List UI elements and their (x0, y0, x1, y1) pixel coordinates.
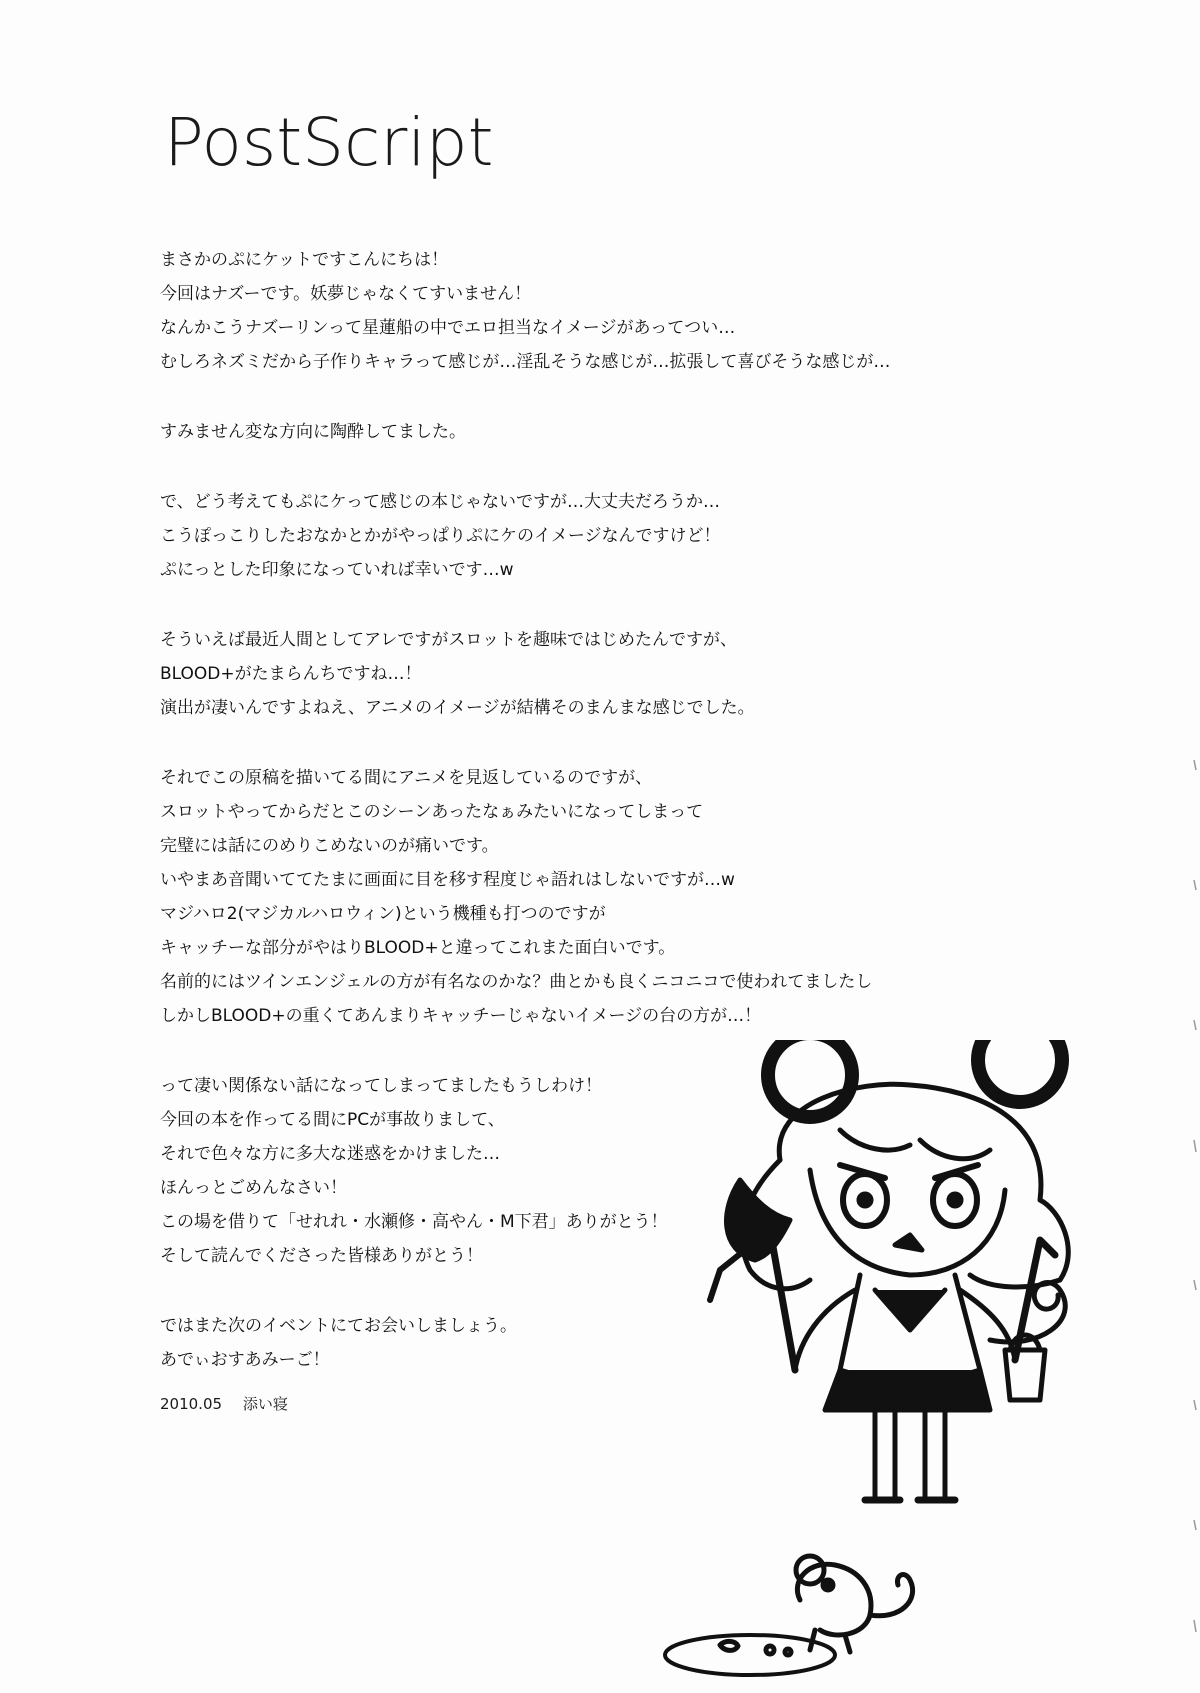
text-line: 今回はナズーです。妖夢じゃなくてすいません！ (160, 284, 532, 304)
scan-edge-marks (1190, 760, 1200, 1660)
text-line: マジハロ2(マジカルハロウィン)という機種も打つのですが (160, 904, 606, 924)
signature-author: 添い寝 (242, 1395, 288, 1413)
text-line: まさかのぷにケットですこんにちは！ (160, 250, 449, 270)
text-line: 演出が凄いんですよねえ、アニメのイメージが結構そのまんまな感じでした。 (160, 698, 755, 718)
right-ear-icon (978, 1040, 1062, 1102)
text-line: この場を借りて「せれれ・水瀬修・高やん・M下君」ありがとう！ (160, 1212, 668, 1232)
text-line: そういえば最近人間としてアレですがスロットを趣味ではじめたんですが、 (160, 630, 737, 650)
text-line: BLOOD+がたまらんちですね…！ (160, 664, 422, 684)
text-line: すみません変な方向に陶酔してました。 (160, 422, 466, 442)
paragraph-2 (160, 415, 940, 449)
text-line: 今回の本を作ってる間にPCが事故りまして、 (160, 1110, 505, 1130)
paragraph-4 (160, 623, 940, 725)
paragraph-5 (160, 761, 940, 1033)
text-line: 完璧には話にのめりこめないのが痛いです。 (160, 836, 499, 856)
signature-date: 2010.05 (160, 1395, 223, 1413)
text-line: それで色々な方に多大な迷惑をかけました… (160, 1144, 500, 1164)
text-line: いやまあ音聞いててたまに画面に目を移す程度じゃ語れはしないですが…w (160, 870, 735, 890)
signature (160, 1393, 304, 1414)
text-line: こうぽっこりしたおなかとかがやっぱりぷにケのイメージなんですけど！ (160, 526, 721, 546)
text-line: ぷにっとした印象になっていれば幸いです…w (160, 560, 514, 580)
text-line: って凄い関係ない話になってしまってましたもうしわけ！ (160, 1076, 602, 1096)
text-line: なんかこうナズーリンって星蓮船の中でエロ担当なイメージがあってつい… (160, 318, 736, 338)
paragraph-1 (160, 243, 940, 379)
text-line: しかしBLOOD+の重くてあんまりキャッチーじゃないイメージの台の方が…！ (160, 1006, 762, 1026)
text-line: 名前的にはツインエンジェルの方が有名なのかな？曲とかも良くニコニコで使われてましたし (160, 972, 873, 992)
text-line: むしろネズミだから子作りキャラって感じが…淫乱そうな感じが…拡張して喜びそうな感じが… (160, 352, 891, 372)
text-line: キャッチーな部分がやはりBLOOD+と違ってこれまた面白いです。 (160, 938, 676, 958)
paragraph-3 (160, 485, 940, 587)
text-line: で、どう考えてもぷにケって感じの本じゃないですが…大丈夫だろうか… (160, 492, 720, 512)
text-line: スロットやってからだとこのシーンあったなぁみたいになってしまって (160, 802, 704, 822)
text-line: ほんっとごめんなさい！ (160, 1178, 347, 1198)
text-line: それでこの原稿を描いてる間にアニメを見返しているのですが、 (160, 768, 653, 788)
text-line: ではまた次のイベントにてお会いしましょう。 (160, 1316, 517, 1336)
page-title: PostScript (164, 104, 494, 181)
text-line: あでぃおすあみーご！ (160, 1350, 330, 1370)
text-line: そして読んでくださった皆様ありがとう！ (160, 1246, 483, 1266)
nazrin-chibi-with-mouse-illustration (660, 1040, 1200, 1690)
